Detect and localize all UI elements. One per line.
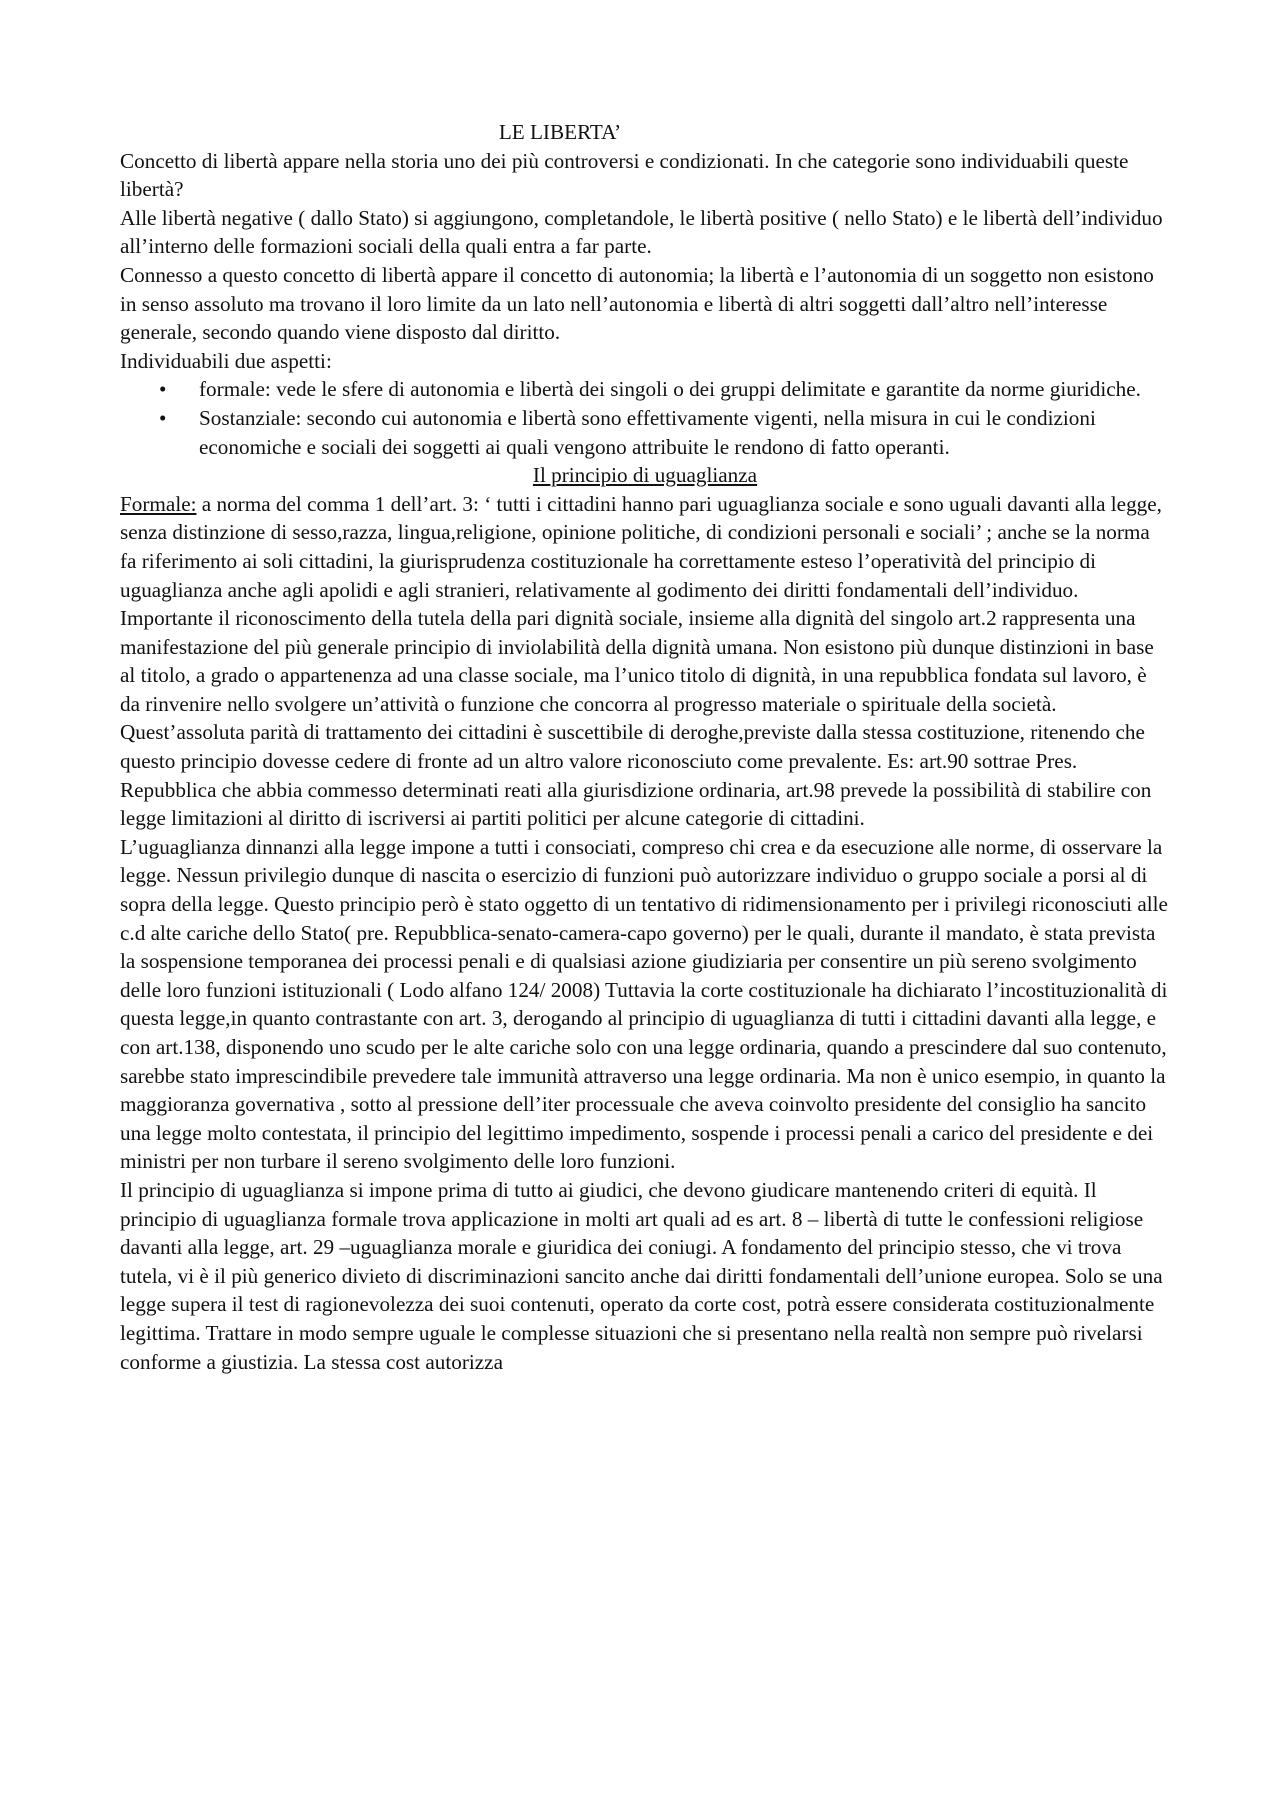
bullet-icon: • — [159, 377, 167, 402]
list-item — [120, 404, 1170, 461]
list-item-text: Sostanziale: secondo cui autonomia e libertà sono effettivamente vigenti, nella misura in cui le condizioni economiche e sociali dei soggetti ai quali vengono attribuite le rendono di fatto operanti. — [199, 405, 1096, 459]
bullet-icon: • — [159, 405, 167, 430]
list-item — [120, 375, 1170, 404]
body-paragraph: Il principio di uguaglianza si impone prima di tutto ai giudici, che devono giudicare mantenendo criteri di equità. Il principio di uguaglianza formale trova applicazione in molti art quali ad es art. 8 – libertà di tutte le confessioni religiose davanti alla legge, art. 29 –uguaglianza morale e giuridica dei coniugi. A fondamento del principio stesso, che vi trova tutela, vi è il più generico divieto di discriminazioni sancito anche dai diritti fondamentali dell’unione europea. Solo se una legge supera il test di ragionevolezza dei suoi contenuti, operato da corte cost, potrà essere considerata costituzionalmente legittima. Trattare in modo sempre uguale le complesse situazioni che si presentano nella realtà non sempre può rivelarsi conforme a giustizia. La stessa cost autorizza — [120, 1177, 1163, 1374]
formale-paragraph — [120, 490, 1170, 719]
formale-text: a norma del comma 1 dell’art. 3: ‘ tutti i cittadini hanno pari uguaglianza sociale e sono uguali davanti alla legge, senza distinzione di sesso,razza, lingua,religione, opinione politiche, di condizioni personali e sociali’ ; anche se la norma fa riferimento ai soli cittadini, la giurisprudenza costituzionale ha correttamente esteso l’operatività del principio di uguaglianza anche agli apolidi e agli stranieri, relativamente al godimento dei diritti fondamentali dell’individuo. Importante il riconoscimento della tutela della pari dignità sociale, insieme alla dignità del singolo art.2 rappresenta una manifestazione del più generale principio di inviolabilità della dignità umana. Non esistono più dunque distinzioni in base al titolo, a grado o appartenenza ad una classe sociale, ma l’unico titolo di dignità, in una repubblica fondata sul lavoro, è da rinvenire nello svolgere un’attività o funzione che concorra al progresso materiale o spirituale della società. — [120, 491, 1162, 716]
intro-paragraph: Alle libertà negative ( dallo Stato) si aggiungono, completandole, le libertà positive ( nello Stato) e le libertà dell’individuo all’interno delle formazioni sociali della quali entra a far parte. — [120, 205, 1163, 259]
document-title: LE LIBERTA’ — [498, 120, 622, 144]
section-title: Il principio di uguaglianza — [532, 463, 758, 488]
body-paragraph: L’uguaglianza dinnanzi alla legge impone a tutti i consociati, compreso chi crea e da esecuzione alle norme, di osservare la legge. Nessun privilegio dunque di nascita o esercizio di funzioni può autorizzare individuo o gruppo sociale a porsi al di sopra della legge. Questo principio però è stato oggetto di un tentativo di ridimensionamento per i privilegi riconosciuti alle c.d alte cariche dello Stato( pre. Repubblica-senato-camera-capo governo) per le quali, durante il mandato, è stata prevista la sospensione temporanea dei processi penali e di qualsiasi azione giudiziaria per consentire un più sereno svolgimento delle loro funzioni istituzionali ( Lodo alfano 124/ 2008) Tuttavia la corte costituzionale ha dichiarato l’incostituzionalità di questa legge,in quanto contrastante con art. 3, derogando al principio di uguaglianza di tutti i cittadini davanti alla legge, e con art.138, disponendo uno scudo per le alte cariche solo con una legge ordinaria, quando a prescindere dal suo contenuto, sarebbe stato imprescindibile prevedere tale immunità attraverso una legge ordinaria. Ma non è unico esempio, in quanto la maggioranza governativa , sotto al pressione dell’iter processuale che aveva coinvolto presidente del consiglio ha sancito una legge molto contestata, il principio del legittimo impedimento, sospende i processi penali a carico del presidente e dei ministri per non turbare il sereno svolgimento delle loro funzioni. — [120, 834, 1168, 1174]
aspects-list — [120, 375, 1170, 461]
intro-paragraph: Individuabili due aspetti: — [120, 348, 332, 373]
intro-paragraph: Concetto di libertà appare nella storia uno dei più controversi e condizionati. In che categorie sono individuabili queste libertà? — [120, 148, 1129, 202]
document-body — [120, 118, 1170, 1376]
formale-label: Formale: — [120, 491, 197, 516]
list-item-text: formale: vede le sfere di autonomia e libertà dei singoli o dei gruppi delimitate e garantite da norme giuridiche. — [199, 377, 1141, 402]
intro-paragraph: Connesso a questo concetto di libertà appare il concetto di autonomia; la libertà e l’autonomia di un soggetto non esistono in senso assoluto ma trovano il loro limite da un lato nell’autonomia e libertà di altri soggetti dall’altro nell’interesse generale, secondo quando viene disposto dal diritto. — [120, 262, 1154, 345]
body-paragraph: Quest’assoluta parità di trattamento dei cittadini è suscettibile di deroghe,previste dalla stessa costituzione, ritenendo che questo principio dovesse cedere di fronte ad un altro valore riconosciuto come prevalente. Es: art.90 sottrae Pres. Repubblica che abbia commesso determinati reati alla giurisdizione ordinaria, art.98 prevede la possibilità di stabilire con legge limitazioni al diritto di iscriversi ai partiti politici per alcune categorie di cittadini. — [120, 720, 1152, 831]
